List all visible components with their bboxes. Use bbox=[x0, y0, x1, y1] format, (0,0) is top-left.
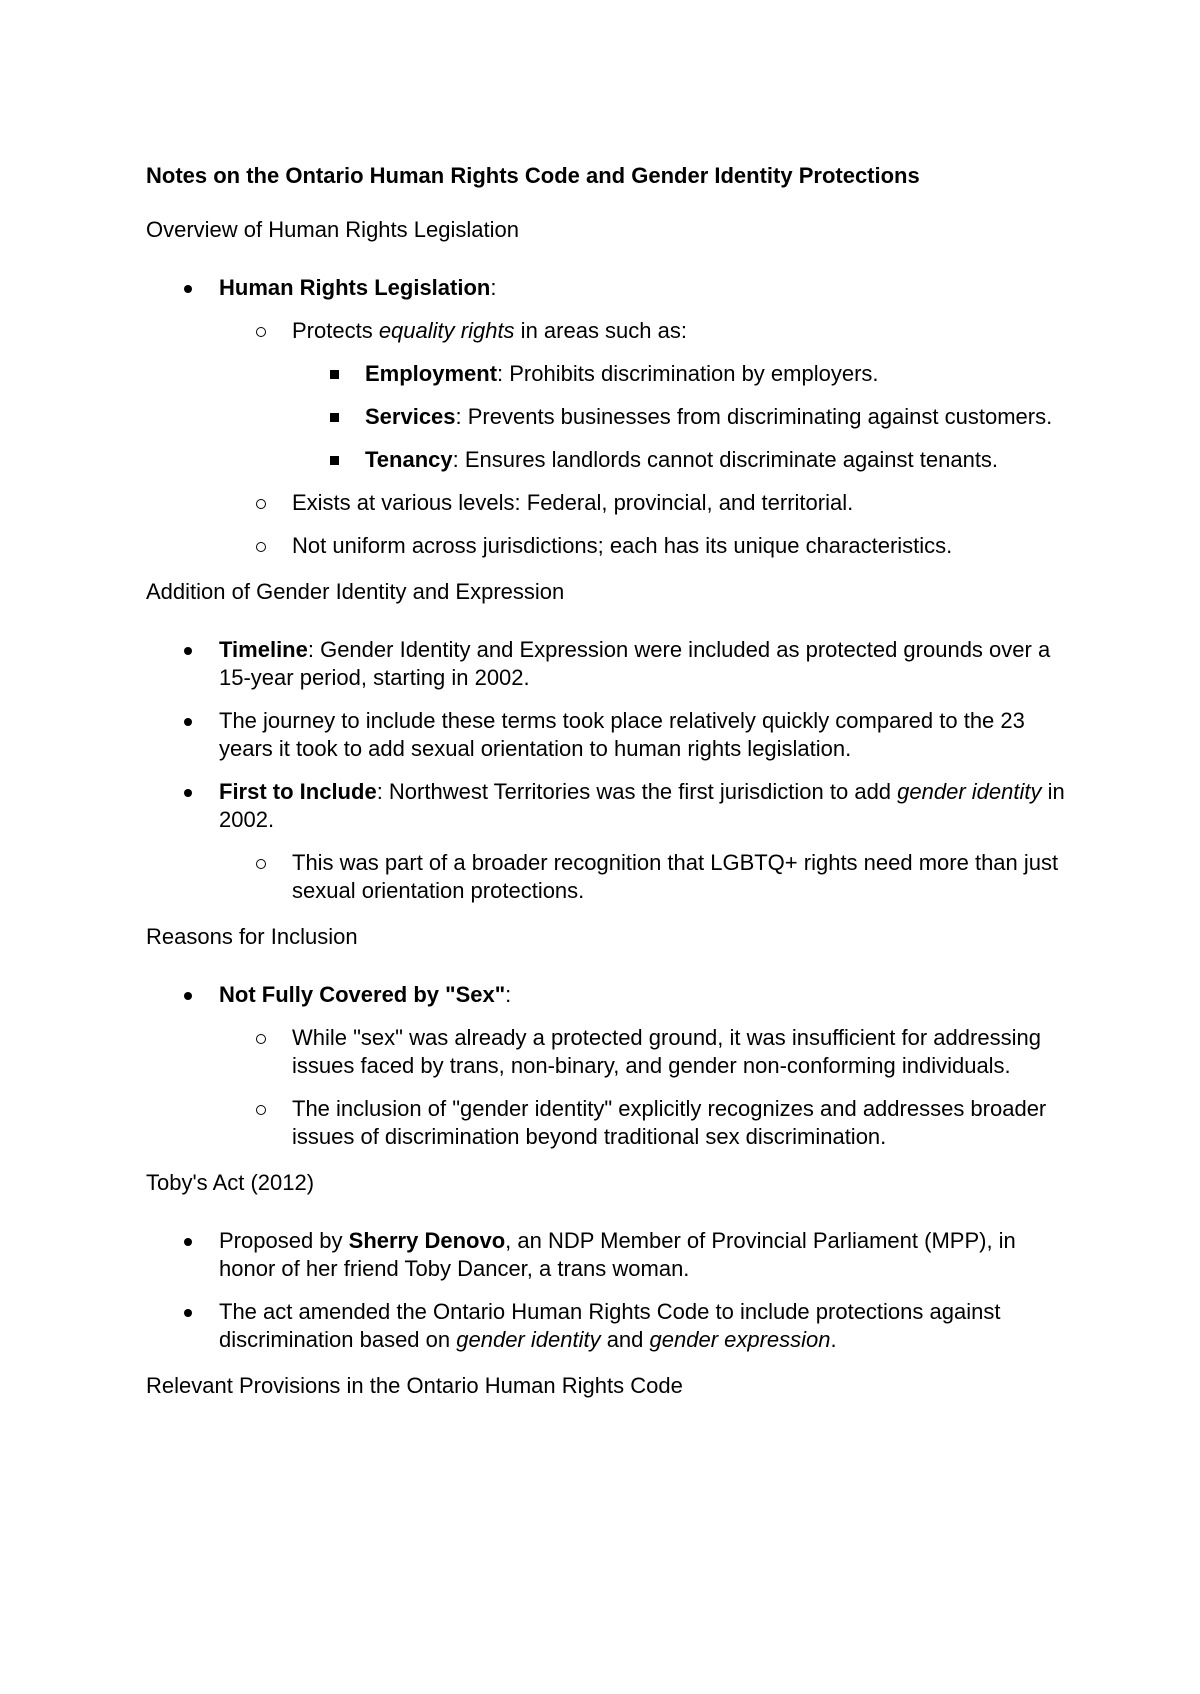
bullet-circle-icon bbox=[256, 542, 266, 552]
item-label: Services bbox=[365, 404, 456, 429]
item-label: Sherry Denovo bbox=[348, 1228, 506, 1253]
item-text: The journey to include these terms took place relatively quickly compared to the 23 years it took to add sexual orientation to human rights legislation. bbox=[219, 708, 1025, 761]
bullet-disc-icon bbox=[184, 992, 192, 1000]
item-text: Not uniform across jurisdictions; each has its unique characteristics. bbox=[292, 533, 953, 558]
item-text: : Gender Identity and Expression were included as protected grounds over a 15-year period, starting in 2002. bbox=[219, 637, 1051, 690]
item-text: in 2002. bbox=[219, 779, 1065, 832]
bullet-circle-icon bbox=[256, 1034, 266, 1044]
document-title: Notes on the Ontario Human Rights Code and Gender Identity Protections bbox=[146, 163, 920, 188]
section-relevant-provisions bbox=[146, 1372, 1076, 1400]
item-text: : Ensures landlords cannot discriminate against tenants. bbox=[452, 447, 999, 472]
item-text: This was part of a broader recognition that LGBTQ+ rights need more than just sexual orientation protections. bbox=[292, 850, 1059, 903]
bullet-circle-icon bbox=[256, 859, 266, 869]
item-label: Not Fully Covered by "Sex" bbox=[219, 982, 506, 1007]
item-italic: equality rights bbox=[378, 318, 515, 343]
item-text: , an NDP Member of Provincial Parliament (MPP), in honor of her friend Toby Dancer, a trans woman. bbox=[219, 1228, 1016, 1281]
bullet-disc-icon bbox=[184, 718, 192, 726]
bullet-square-icon bbox=[330, 456, 339, 465]
bullet-list bbox=[146, 274, 1076, 560]
list-item bbox=[146, 446, 1076, 474]
sub-list bbox=[146, 1024, 1076, 1151]
list-item bbox=[146, 403, 1076, 431]
bullet-circle-icon bbox=[256, 1105, 266, 1115]
item-text: and bbox=[600, 1327, 650, 1352]
item-text: While "sex" was already a protected ground, it was insufficient for addressing issues faced by trans, non-binary, and gender non-conforming individuals. bbox=[292, 1025, 1041, 1078]
bullet-list bbox=[146, 1227, 1076, 1354]
item-text: : Prohibits discrimination by employers. bbox=[497, 361, 879, 386]
item-text: : bbox=[490, 275, 497, 300]
bullet-square-icon bbox=[330, 413, 339, 422]
item-italic: gender identity bbox=[456, 1327, 601, 1352]
item-text: Proposed by bbox=[219, 1228, 349, 1253]
item-label: Timeline bbox=[219, 637, 308, 662]
bullet-disc-icon bbox=[184, 789, 192, 797]
item-italic: gender identity bbox=[897, 779, 1042, 804]
item-text: The inclusion of "gender identity" explicitly recognizes and addresses broader issues of discrimination beyond traditional sex discrimination. bbox=[292, 1096, 1047, 1149]
section-addition bbox=[146, 578, 1076, 905]
list-item bbox=[146, 274, 1076, 560]
section-reasons bbox=[146, 923, 1076, 1151]
list-item bbox=[146, 981, 1076, 1151]
sub-sub-list bbox=[146, 360, 1076, 474]
bullet-disc-icon bbox=[184, 1238, 192, 1246]
list-item bbox=[146, 317, 1076, 474]
section-heading: Reasons for Inclusion bbox=[146, 924, 358, 949]
item-label: First to Include bbox=[219, 779, 377, 804]
list-item bbox=[146, 360, 1076, 388]
item-text: : Northwest Territories was the first jurisdiction to add bbox=[376, 779, 898, 804]
section-overview bbox=[146, 216, 1076, 560]
section-heading: Overview of Human Rights Legislation bbox=[146, 217, 519, 242]
item-text: : bbox=[505, 982, 512, 1007]
bullet-circle-icon bbox=[256, 327, 266, 337]
section-heading: Addition of Gender Identity and Expression bbox=[146, 579, 565, 604]
item-label: Human Rights Legislation bbox=[219, 275, 491, 300]
item-text: in areas such as: bbox=[514, 318, 687, 343]
bullet-circle-icon bbox=[256, 499, 266, 509]
sub-list bbox=[146, 317, 1076, 560]
section-heading: Relevant Provisions in the Ontario Human Rights Code bbox=[146, 1373, 683, 1398]
item-text: Exists at various levels: Federal, provincial, and territorial. bbox=[292, 490, 854, 515]
item-label: Employment bbox=[365, 361, 498, 386]
list-item bbox=[146, 636, 1076, 692]
bullet-square-icon bbox=[330, 370, 339, 379]
list-item bbox=[146, 778, 1076, 905]
item-text: . bbox=[830, 1327, 837, 1352]
list-item bbox=[146, 849, 1076, 905]
section-tobys-act bbox=[146, 1169, 1076, 1354]
item-text: The act amended the Ontario Human Rights Code to include protections against discrimination based on bbox=[219, 1299, 1001, 1352]
list-item bbox=[146, 532, 1076, 560]
document-body bbox=[146, 162, 1076, 1430]
bullet-disc-icon bbox=[184, 1309, 192, 1317]
item-text: : Prevents businesses from discriminating against customers. bbox=[455, 404, 1053, 429]
bullet-list bbox=[146, 981, 1076, 1151]
list-item bbox=[146, 707, 1076, 763]
list-item bbox=[146, 1298, 1076, 1354]
list-item bbox=[146, 1024, 1076, 1080]
bullet-list bbox=[146, 636, 1076, 905]
list-item bbox=[146, 1227, 1076, 1283]
section-heading: Toby's Act (2012) bbox=[146, 1170, 315, 1195]
sub-list bbox=[146, 849, 1076, 905]
list-item bbox=[146, 489, 1076, 517]
list-item bbox=[146, 1095, 1076, 1151]
bullet-disc-icon bbox=[184, 285, 192, 293]
item-label: Tenancy bbox=[365, 447, 453, 472]
item-text: Protects bbox=[292, 318, 379, 343]
item-italic: gender expression bbox=[649, 1327, 831, 1352]
bullet-disc-icon bbox=[184, 647, 192, 655]
